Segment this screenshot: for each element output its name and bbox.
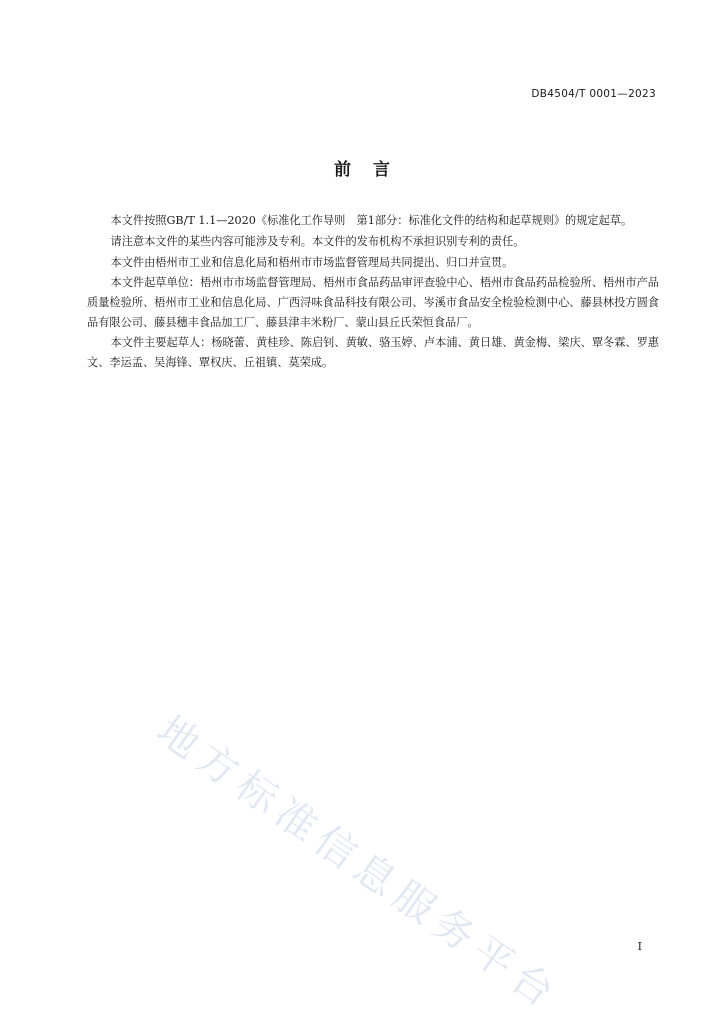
page-title: 前言 <box>334 160 412 180</box>
watermark-text: 地方标准信息服务平台 <box>148 707 569 1021</box>
document-code: DB4504/T 0001—2023 <box>531 88 656 100</box>
page-number: I <box>637 940 642 953</box>
paragraph-proposer: 本文件由梧州市工业和信息化局和梧州市市场监督管理局共同提出、归口并宣贯。 <box>110 255 514 269</box>
paragraph-drafting-rules: 本文件按照GB/T 1.1—2020《标准化工作导则 第1部分：标准化文件的结构和起草规则》的规定起草。 <box>110 214 633 227</box>
paragraph-patent-notice: 请注意本文件的某些内容可能涉及专利。本文件的发布机构不承担识别专利的责任。 <box>110 234 525 248</box>
paragraph-drafters: 本文件主要起草人：杨晓蕾、黄桂珍、陈启钊、黄敏、骆玉婷、卢本浦、黄日雄、黄金梅、梁庆、覃冬霖、罗惠文、李运孟、吴海锋、覃权庆、丘祖镇、莫荣成。 <box>87 336 659 369</box>
paragraph-drafting-units: 本文件起草单位：梧州市市场监督管理局、梧州市食品药品审评查验中心、梧州市食品药品检验所、梧州市产品质量检验所、梧州市工业和信息化局、广西浔味食品科技有限公司、岑溪市食品安全检验检测中心、藤县林投方圆食品有限公司、藤县穗丰食品加工厂、藤县津丰米粉厂、蒙山县丘氏荣恒食品厂。 <box>87 276 659 329</box>
document-body <box>87 211 659 374</box>
